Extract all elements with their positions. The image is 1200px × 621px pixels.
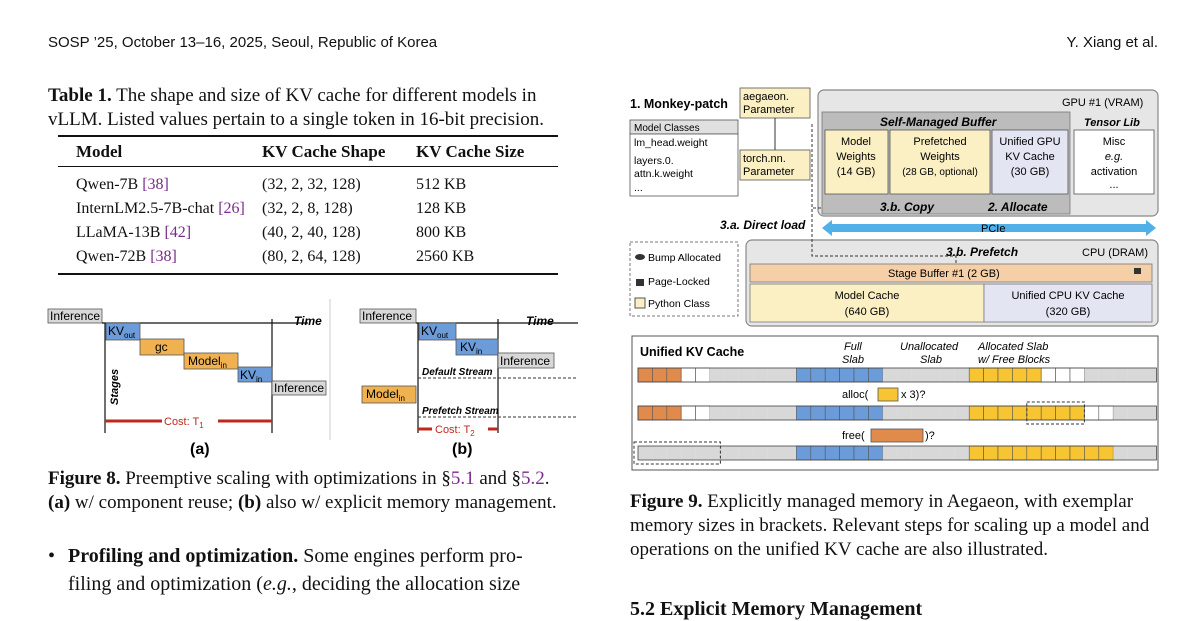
kv-block [1128,446,1142,460]
table1-caption-text: The shape and size of KV cache for different models in vLLM. Listed values pertain to a single token in 16-bit precision. [48,85,545,130]
kv-block [811,446,825,460]
figure9-caption [630,490,1170,562]
kv-block [1041,406,1055,420]
model-name: InternLM2.5-7B-chat [76,200,215,217]
kv-block [1142,446,1156,460]
caption-panel-b: (b) [237,492,262,513]
kv-shape: (32, 2, 8, 128) [262,200,353,217]
code-text: layers.0. [634,155,674,167]
kv-block [811,406,825,420]
table1-caption-label: Table 1. [48,85,112,106]
svg-text:Cost: T2 [435,424,475,438]
slab-label: w/ Free Blocks [978,354,1051,366]
kv-label: KV [460,340,477,354]
kv-block [1084,406,1098,420]
table-row [58,245,558,269]
unified-kv-title: Unified KV Cache [640,345,745,359]
running-header-authors: Y. Xiang et al. [1066,34,1158,51]
column-header-model: Model [76,142,123,161]
kv-block [1113,446,1127,460]
subscript: in [398,394,405,403]
slab-label: Slab [842,354,865,366]
code-text: torch.nn. [743,153,786,165]
figure9-caption-label: Figure 9. [630,491,703,512]
caption-text: Preemptive scaling with optimizations in § [125,468,451,489]
kv-label: KV [421,324,438,338]
kv-block [1142,406,1156,420]
kv-block [955,406,969,420]
direct-load-label: 3.a. Direct load [720,218,806,232]
kv-size: 128 KB [416,200,467,217]
kv-block [1099,446,1113,460]
free-label-end: )? [925,430,935,442]
bullet-text: Some engines perform pro- [298,545,523,567]
kv-block [796,406,810,420]
cpu-title: CPU (DRAM) [1082,247,1148,259]
kv-block [782,446,796,460]
kv-block [1012,368,1026,382]
kv-block [768,406,782,420]
kv-block [868,406,882,420]
kv-block [955,446,969,460]
inference-label: Inference [500,354,551,368]
kv-block [912,406,926,420]
kv-block [1041,446,1055,460]
kv-block [883,368,897,382]
kv-block [984,406,998,420]
kv-block [696,406,710,420]
inference-label: Inference [362,309,413,323]
kv-block [667,406,681,420]
kv-block [710,406,724,420]
kv-block [969,406,983,420]
section-link[interactable]: 5.1 [450,468,475,489]
kv-block [1084,368,1098,382]
box-text: KV Cache [1005,151,1055,163]
kv-block [926,368,940,382]
kv-block [1041,368,1055,382]
kv-block [1027,446,1041,460]
kv-block [825,368,839,382]
kv-block [912,446,926,460]
caption-text: and § [474,468,522,489]
slab-label: Full [844,341,862,353]
kv-block [940,368,954,382]
slab-label: Unallocated [900,341,959,353]
prefetch-stream-label: Prefetch Stream [422,406,499,417]
kv-block [1027,368,1041,382]
alloc-label-end: x 3)? [901,389,926,401]
subscript: out [124,331,136,340]
legend-label: Page-Locked [648,276,710,288]
figure8-caption-label: Figure 8. [48,468,121,489]
bullet-eg: e.g. [262,573,292,595]
kv-block [1070,406,1084,420]
kv-block [768,446,782,460]
code-text: lm_head.weight [634,137,708,149]
kv-block [696,368,710,382]
kv-block [1099,406,1113,420]
slab-label: Allocated Slab [978,341,1049,353]
allocate-label: 2. Allocate [988,200,1048,214]
kv-shape: (32, 2, 32, 128) [262,176,361,193]
kv-block [796,368,810,382]
kv-block [710,446,724,460]
citation-link[interactable]: [42] [164,224,192,241]
panel-b-label: (b) [452,441,473,458]
kv-block [940,446,954,460]
bullet-text: , deciding the allocation size [291,573,521,595]
gc-label: gc [155,340,168,354]
box-text: Prefetched [913,136,967,148]
stages-label: Stages [109,368,121,405]
kv-block [854,368,868,382]
kv-block [667,368,681,382]
kv-block [811,368,825,382]
kv-block [1099,368,1113,382]
section-link[interactable]: 5.2 [521,468,545,489]
model-classes-label: Model Classes [634,123,700,134]
box-text: Weights [920,151,960,163]
kv-block [739,446,753,460]
kv-block [984,446,998,460]
gpu-title: GPU #1 (VRAM) [1062,97,1144,109]
kv-block [739,368,753,382]
kv-block [796,446,810,460]
box-text: Model Cache [834,290,900,302]
box-text: (30 GB) [1010,166,1050,178]
model-name: Qwen-72B [76,248,147,265]
kv-block [1012,446,1026,460]
kv-block [1027,406,1041,420]
time-label: Time [294,314,322,328]
kv-block [940,406,954,420]
kv-label: KV [240,368,257,382]
kv-block [1142,368,1156,382]
kv-block [681,446,695,460]
kv-block [840,446,854,460]
model-name: Qwen-7B [76,176,139,193]
kv-block [969,446,983,460]
section-heading: 5.2 Explicit Memory Management [630,598,923,620]
kv-size: 800 KB [416,224,467,241]
kv-block [710,368,724,382]
kv-block [912,368,926,382]
subscript: in [256,375,263,384]
table-row [58,221,558,245]
box-text: (320 GB) [1045,306,1091,318]
subscript: out [437,331,449,340]
figure8-caption [48,467,593,515]
kv-block [638,446,652,460]
kv-block [998,406,1012,420]
bullet-text: filing and optimization ( [68,573,263,595]
box-text: Weights [836,151,876,163]
kv-cache-table [58,135,558,275]
box-text: activation [1090,166,1138,178]
kv-size: 512 KB [416,176,467,193]
column-header-shape: KV Cache Shape [262,142,386,161]
kv-block [1128,406,1142,420]
figure9-diagram [626,84,1164,476]
kv-block [1070,446,1084,460]
cost-label: Cost: T [435,424,471,436]
box-text: Unified CPU KV Cache [1011,290,1125,302]
caption-panel-a: (a) [48,492,71,513]
bullet-title: Profiling and optimization. [68,545,299,567]
box-text: Unified GPU [999,136,1061,148]
kv-block [883,446,897,460]
kv-block [984,368,998,382]
kv-block [926,406,940,420]
kv-block [1128,368,1142,382]
box-text: (640 GB) [844,306,890,318]
kv-block [883,406,897,420]
copy-label: 3.b. Copy [880,200,935,214]
column-header-size: KV Cache Size [416,142,525,161]
kv-block [652,406,666,420]
kv-label: KV [108,324,125,338]
kv-block [854,446,868,460]
table-row [58,173,558,197]
citation-link[interactable]: [38] [142,176,169,193]
box-text: ... [1109,179,1119,191]
kv-block [840,368,854,382]
kv-block [825,446,839,460]
kv-block [782,406,796,420]
default-stream-label: Default Stream [422,367,493,378]
kv-block [854,406,868,420]
free-label: free( [842,430,865,442]
code-text: attn.k.weight [634,168,693,180]
kv-block [652,446,666,460]
subscript: 1 [199,421,204,430]
running-header-venue: SOSP ’25, October 13–16, 2025, Seoul, Republic of Korea [48,34,438,51]
code-text: ... [634,182,643,194]
figure8-diagram [40,295,585,460]
caption-text: . [544,468,550,489]
subscript: 2 [470,429,475,438]
db-icon [635,254,645,260]
time-label: Time [526,314,554,328]
kv-block [897,446,911,460]
prefetch-label: 3.b. Prefetch [946,245,1019,259]
python-class-icon [635,298,645,308]
box-text: (28 GB, optional) [902,167,978,178]
box-text: (14 GB) [836,166,876,178]
table-row [58,197,558,221]
kv-block [681,406,695,420]
subscript: in [476,347,483,356]
code-text: aegaeon. [743,91,789,103]
kv-block [1084,446,1098,460]
kv-block [1113,406,1127,420]
code-text: Parameter [743,166,795,178]
kv-block [1056,406,1070,420]
stage-buffer-label: Stage Buffer #1 (2 GB) [888,268,1000,280]
kv-block [998,446,1012,460]
box-text: Model [841,136,871,148]
smb-label: Self-Managed Buffer [880,115,997,129]
kv-block [897,368,911,382]
lock-icon [636,279,644,286]
kv-block [955,368,969,382]
kv-block [1056,446,1070,460]
kv-block [667,446,681,460]
box-text: Misc [1102,136,1126,148]
slab-label: Slab [920,354,943,366]
kv-block [897,406,911,420]
panel-a-label: (a) [190,441,210,458]
caption-text: w/ component reuse; [70,492,238,513]
model-name: LLaMA-13B [76,224,161,241]
citation-link[interactable]: [26] [218,200,245,217]
kv-block [868,446,882,460]
kv-shape: (80, 2, 64, 128) [262,248,361,265]
table-header-row [58,135,558,167]
kv-block [840,406,854,420]
kv-block [868,368,882,382]
inference-label: Inference [50,309,101,323]
monkey-patch-label: 1. Monkey-patch [630,97,728,111]
kv-block [753,446,767,460]
tensor-lib-label: Tensor Lib [1084,117,1140,129]
kv-block [724,446,738,460]
kv-block [1070,368,1084,382]
kv-block [768,368,782,382]
svg-text:Cost: T1 [164,416,204,430]
table1-caption [48,84,588,132]
kv-block [753,406,767,420]
subscript: in [220,361,227,370]
kv-block [724,368,738,382]
bullet-paragraph: • Profiling and optimization. Some engines perform pro- filing and optimization (e.g., deciding the allocation size [48,545,523,595]
kv-block [638,406,652,420]
citation-link[interactable]: [38] [150,248,177,265]
kv-block [681,368,695,382]
kv-block [969,368,983,382]
cost-label: Cost: T [164,416,200,428]
code-text: Parameter [743,104,795,116]
kv-block [696,446,710,460]
kv-block [825,406,839,420]
kv-block [1012,406,1026,420]
kv-block [652,368,666,382]
kv-block [782,368,796,382]
pcie-label: PCIe [981,223,1006,235]
model-label: Model [188,354,221,368]
kv-block [724,406,738,420]
legend-label: Python Class [648,298,710,310]
model-label: Model [366,387,399,401]
kv-block [998,368,1012,382]
kv-size: 2560 KB [416,248,475,265]
kv-block [1056,368,1070,382]
kv-shape: (40, 2, 40, 128) [262,224,361,241]
kv-block [926,446,940,460]
inference-label: Inference [274,381,325,395]
kv-block [638,368,652,382]
kv-block [753,368,767,382]
caption-text: also w/ explicit memory management. [261,492,557,513]
kv-block [739,406,753,420]
alloc-label: alloc( [842,389,869,401]
box-text: e.g. [1104,151,1124,163]
lock-icon [1134,268,1141,274]
kv-block [1113,368,1127,382]
figure9-caption-text: Explicitly managed memory in Aegaeon, with exemplar memory sizes in brackets. Relevant steps for scaling up a model and operations on the unified KV cache are also illustrated. [630,491,1150,560]
legend-label: Bump Allocated [648,252,721,264]
